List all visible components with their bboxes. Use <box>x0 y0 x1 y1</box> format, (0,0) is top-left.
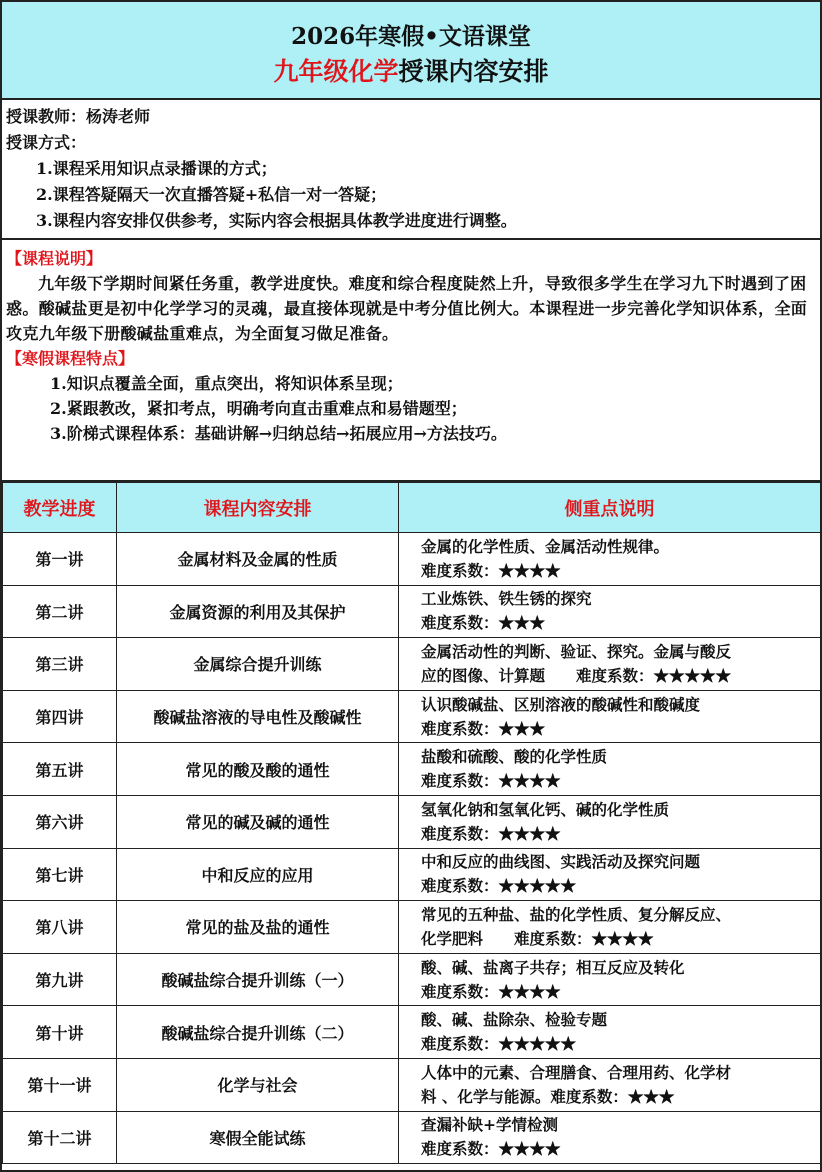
lesson-content: 金属资源的利用及其保护 <box>117 585 399 638</box>
method-item: 1.课程采用知识点录播课的方式； <box>36 159 277 178</box>
lesson-number: 第八讲 <box>3 901 117 954</box>
column-header-focus: 侧重点说明 <box>399 483 821 533</box>
lesson-content: 中和反应的应用 <box>117 848 399 901</box>
teaching-info <box>2 100 820 240</box>
lesson-content: 寒假全能试练 <box>117 1111 399 1164</box>
lesson-content: 酸碱盐溶液的导电性及酸碱性 <box>117 690 399 743</box>
lesson-number: 第十一讲 <box>3 1058 117 1111</box>
lesson-number: 第六讲 <box>3 795 117 848</box>
focus-line: 酸、碱、盐离子共存；相互反应及转化 <box>421 957 685 977</box>
table-header-row <box>3 483 821 533</box>
lesson-focus <box>399 901 821 954</box>
feature-item: 3.阶梯式课程体系：基础讲解→归纳总结→拓展应用→方法技巧。 <box>50 424 507 443</box>
teacher-line: 授课教师：杨涛老师 <box>6 107 151 126</box>
lesson-content: 常见的碱及碱的通性 <box>117 795 399 848</box>
schedule-table <box>2 482 821 1164</box>
difficulty-line: 应的图像、计算题 难度系数：★★★★★ <box>421 665 732 685</box>
lesson-number: 第一讲 <box>3 533 117 586</box>
focus-line: 常见的五种盐、盐的化学性质、复分解反应、 <box>421 904 732 924</box>
focus-line: 金属活动性的判断、验证、探究。金属与酸反 <box>421 641 732 661</box>
lesson-content: 化学与社会 <box>117 1058 399 1111</box>
difficulty-line: 难度系数：★★★★ <box>421 771 561 791</box>
difficulty-line: 难度系数：★★★ <box>421 613 546 633</box>
lesson-focus <box>399 690 821 743</box>
lesson-number: 第十讲 <box>3 1006 117 1059</box>
lesson-content: 常见的盐及盐的通性 <box>117 901 399 954</box>
table-row <box>3 1111 821 1164</box>
focus-line: 盐酸和硫酸、酸的化学性质 <box>421 747 608 767</box>
lesson-focus <box>399 1058 821 1111</box>
table-row <box>3 638 821 691</box>
focus-line: 人体中的元素、合理膳食、合理用药、化学材 <box>421 1062 732 1082</box>
table-row <box>3 1058 821 1111</box>
lesson-number: 第七讲 <box>3 848 117 901</box>
difficulty-line: 化学肥料 难度系数：★★★★ <box>421 928 654 948</box>
lesson-content: 常见的酸及酸的通性 <box>117 743 399 796</box>
difficulty-line: 难度系数：★★★★ <box>421 560 561 580</box>
lesson-content: 酸碱盐综合提升训练（二） <box>117 1006 399 1059</box>
focus-line: 认识酸碱盐、区别溶液的酸碱性和酸碱度 <box>421 694 701 714</box>
table-row <box>3 585 821 638</box>
lesson-focus <box>399 585 821 638</box>
lesson-content: 金属综合提升训练 <box>117 638 399 691</box>
difficulty-line: 难度系数：★★★ <box>421 718 546 738</box>
subtitle-grade-subject: 九年级化学 <box>273 57 399 86</box>
lesson-focus <box>399 743 821 796</box>
difficulty-line: 难度系数：★★★★★ <box>421 1034 577 1054</box>
lesson-focus <box>399 953 821 1006</box>
lesson-focus <box>399 848 821 901</box>
column-header-progress: 教学进度 <box>3 483 117 533</box>
lesson-number: 第九讲 <box>3 953 117 1006</box>
lesson-focus <box>399 1111 821 1164</box>
feature-item: 2.紧跟教改，紧扣考点，明确考向直击重难点和易错题型； <box>50 399 467 418</box>
course-description <box>2 240 820 482</box>
subtitle-rest: 授课内容安排 <box>398 57 549 86</box>
lesson-number: 第十二讲 <box>3 1111 117 1164</box>
difficulty-line: 难度系数：★★★★ <box>421 1139 561 1159</box>
focus-line: 金属的化学性质、金属活动性规律。 <box>421 536 670 556</box>
lesson-content: 金属材料及金属的性质 <box>117 533 399 586</box>
table-row <box>3 533 821 586</box>
lesson-focus <box>399 533 821 586</box>
lesson-number: 第三讲 <box>3 638 117 691</box>
difficulty-line: 难度系数：★★★★★ <box>421 876 577 896</box>
table-row <box>3 848 821 901</box>
header-banner <box>2 2 820 100</box>
feature-item: 1.知识点覆盖全面，重点突出，将知识体系呈现； <box>50 374 403 393</box>
focus-line: 查漏补缺+学情检测 <box>421 1115 558 1135</box>
focus-line: 酸、碱、盐除杂、检验专题 <box>421 1010 608 1030</box>
focus-line: 工业炼铁、铁生锈的探究 <box>421 589 592 609</box>
lesson-number: 第四讲 <box>3 690 117 743</box>
method-label: 授课方式： <box>6 133 87 152</box>
method-item: 3.课程内容安排仅供参考，实际内容会根据具体教学进度进行调整。 <box>36 211 517 230</box>
lesson-number: 第五讲 <box>3 743 117 796</box>
column-header-content: 课程内容安排 <box>117 483 399 533</box>
course-desc-text: 九年级下学期时间紧任务重，教学进度快。难度和综合程度陡然上升，导致很多学生在学习九下时遇到了困惑。酸碱盐更是初中化学学习的灵魂，最直接体现就是中考分值比例大。本课程进一步完善化学知识体系，全面攻克九年级下册酸碱盐重难点，为全面复习做足准备。 <box>6 274 808 343</box>
focus-line: 氢氧化钠和氢氧化钙、碱的化学性质 <box>421 799 670 819</box>
difficulty-line: 难度系数：★★★★ <box>421 823 561 843</box>
lesson-focus <box>399 795 821 848</box>
table-row <box>3 1006 821 1059</box>
table-row <box>3 795 821 848</box>
difficulty-line: 难度系数：★★★★ <box>421 981 561 1001</box>
lesson-number: 第二讲 <box>3 585 117 638</box>
features-heading: 【寒假课程特点】 <box>6 349 135 368</box>
table-row <box>3 690 821 743</box>
focus-line: 中和反应的曲线图、实践活动及探究问题 <box>421 852 701 872</box>
course-desc-heading: 【课程说明】 <box>6 249 103 268</box>
lesson-focus <box>399 638 821 691</box>
table-row <box>3 743 821 796</box>
lesson-content: 酸碱盐综合提升训练（一） <box>117 953 399 1006</box>
page-title: 2026年寒假•文语课堂 <box>291 23 531 50</box>
table-row <box>3 953 821 1006</box>
page-subtitle <box>2 55 820 89</box>
difficulty-line: 料 、化学与能源。难度系数：★★★ <box>421 1086 675 1106</box>
method-item: 2.课程答疑隔天一次直播答疑+私信一对一答疑； <box>36 185 387 204</box>
lesson-focus <box>399 1006 821 1059</box>
table-row <box>3 901 821 954</box>
